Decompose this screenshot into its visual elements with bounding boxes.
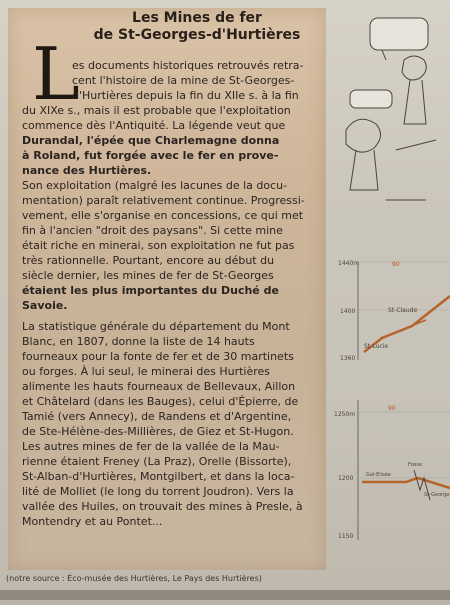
axis-label: 1150 bbox=[338, 533, 354, 540]
axis-label: 1360 bbox=[340, 355, 356, 362]
dropcap-letter: L bbox=[32, 32, 80, 116]
illustration-area bbox=[326, 0, 450, 600]
axis-label: 1200 bbox=[338, 475, 354, 482]
text-line: étaient les plus importantes du Duché de bbox=[22, 284, 279, 297]
text-line: très rationnelle. Pourtant, encore au début du bbox=[22, 254, 275, 267]
text-line: vallée des Huiles, on trouvait des mines à Presle, à bbox=[22, 500, 303, 513]
profile-diagram-bottom bbox=[334, 400, 450, 540]
text-line: lité de Molliet (le long du torrent Joudron). Vers la bbox=[22, 485, 294, 498]
text-line: ou forges. À lui seul, le minerai des Hurtières bbox=[22, 365, 271, 378]
text-line: de Ste-Hélène-des-Millières, de Giez et St-Hugon. bbox=[22, 425, 294, 438]
diagram-label: Gal-Elisée bbox=[366, 472, 391, 478]
text-line: fourneaux pour la fonte de fer et de 30 martinets bbox=[22, 350, 294, 363]
axis-label: 1400 bbox=[340, 308, 356, 315]
text-line: à Roland, fut forgée avec le fer en prove- bbox=[22, 149, 279, 162]
diagram-label: 90 bbox=[388, 405, 396, 412]
text-line: es documents historiques retrouvés retra- bbox=[72, 59, 304, 72]
text-line: Montendry et au Pontet... bbox=[22, 515, 163, 528]
text-panel bbox=[8, 8, 326, 570]
text-line: fin à l'ancien "droit des paysans". Si cette mine bbox=[22, 224, 283, 237]
text-line: commence dès l'Antiquité. La légende veut que bbox=[22, 119, 286, 132]
text-line: rienne étaient Freney (La Praz), Orelle (Bissorte), bbox=[22, 455, 292, 468]
text-line: Son exploitation (malgré les lacunes de la docu- bbox=[22, 179, 288, 192]
profile-diagram-top bbox=[338, 260, 450, 362]
cartoon-sketch bbox=[346, 18, 436, 200]
diagram-label: St-George bbox=[424, 492, 450, 498]
text-line: nance des Hurtières. bbox=[22, 164, 152, 177]
text-line: était riche en minerai, son exploitation ne fut pas bbox=[22, 239, 295, 252]
text-line: Les autres mines de fer de la vallée de la Mau- bbox=[22, 440, 280, 453]
text-line: mentation) paraît relativement continue. Progressi- bbox=[22, 194, 305, 207]
diagram-label: 90 bbox=[392, 261, 400, 268]
text-line: Durandal, l'épée que Charlemagne donna bbox=[22, 134, 280, 147]
title-line-2: de St-Georges-d'Hurtières bbox=[93, 27, 301, 43]
history-text bbox=[22, 58, 328, 529]
diagram-label: Fosse bbox=[408, 462, 423, 468]
axis-label: 1440m bbox=[338, 260, 360, 267]
text-line: Tamié (vers Annecy), de Randens et d'Argentine, bbox=[22, 410, 292, 423]
text-line: Savoie. bbox=[22, 299, 68, 312]
text-line: et Châtelard (dans les Bauges), celui d'Épierre, de bbox=[22, 395, 299, 408]
text-line: vement, elle s'organise en concessions, ce qui met bbox=[22, 209, 304, 222]
axis-label: 1250m bbox=[334, 411, 356, 418]
text-line: Blanc, en 1807, donne la liste de 14 hauts bbox=[22, 335, 255, 348]
text-line: cent l'histoire de la mine de St-Georges- bbox=[72, 74, 295, 87]
text-line: alimente les hauts fourneaux de Bellevaux, Aillon bbox=[22, 380, 296, 393]
diagram-label: St-Lucie bbox=[364, 343, 389, 350]
mine-illustration bbox=[326, 0, 450, 600]
sign-title bbox=[72, 10, 322, 44]
diagram-label: St-Claude bbox=[388, 307, 418, 314]
text-line: La statistique générale du département du Mont bbox=[22, 320, 290, 333]
text-line: d'Hurtières depuis la fin du XIIe s. à la fin bbox=[72, 89, 299, 102]
text-line: St-Alban-d'Hurtières, Montgilbert, et dans la loca- bbox=[22, 470, 295, 483]
text-line: du XIXe s., mais il est probable que l'exploitation bbox=[22, 104, 291, 117]
title-line-1: Les Mines de fer bbox=[132, 10, 262, 26]
sign-frame-edge bbox=[0, 590, 450, 600]
text-line: siècle dernier, les mines de fer de St-Georges bbox=[22, 269, 274, 282]
source-note: (notre source : Éco-musée des Hurtières, Le Pays des Hurtières) bbox=[6, 574, 262, 583]
